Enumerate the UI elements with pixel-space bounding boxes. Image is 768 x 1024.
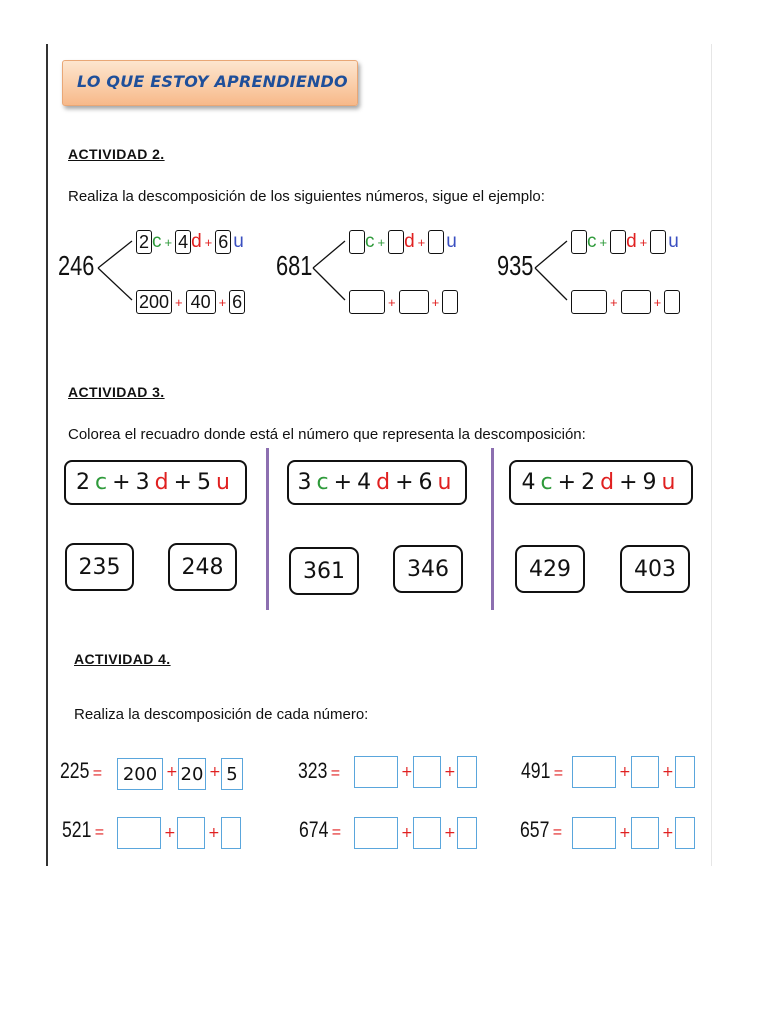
hundreds-input[interactable] xyxy=(572,817,616,849)
equation-674 xyxy=(299,817,341,843)
plus-sign: + xyxy=(662,764,674,780)
units-input[interactable]: 5 xyxy=(221,758,243,790)
centenas-box[interactable] xyxy=(349,230,365,254)
equals-sign: = xyxy=(330,765,341,782)
equation-521 xyxy=(62,817,104,843)
u-label: u xyxy=(233,231,244,252)
decomposition-card-1 xyxy=(64,460,247,505)
unidades-box[interactable]: 6 xyxy=(215,230,231,254)
d-label: d xyxy=(376,470,391,495)
units-input[interactable] xyxy=(221,817,241,849)
hundreds-input[interactable] xyxy=(572,756,616,788)
plus-sign: + xyxy=(662,825,674,841)
plus-sign: + xyxy=(444,764,456,780)
decomp-row-935 xyxy=(571,229,679,255)
option-box-248[interactable]: 248 xyxy=(168,543,237,591)
decomp-row-246 xyxy=(136,229,244,255)
plus-sign: + xyxy=(619,825,631,841)
number-label: 225 xyxy=(60,758,90,783)
plus-sign: + xyxy=(112,470,131,495)
plus-sign: + xyxy=(377,234,386,250)
equals-sign: = xyxy=(553,765,564,782)
c-label: c xyxy=(365,231,375,252)
plus-sign: + xyxy=(209,764,221,780)
d-label: d xyxy=(600,470,615,495)
plus-sign: + xyxy=(395,470,414,495)
sum-tens-box[interactable] xyxy=(621,290,651,314)
unidades-box[interactable] xyxy=(650,230,666,254)
plus-sign: + xyxy=(208,825,220,841)
centenas-box[interactable] xyxy=(571,230,587,254)
plus-sign: + xyxy=(204,234,213,250)
c-label: c xyxy=(95,470,108,495)
hundreds-input[interactable] xyxy=(354,817,398,849)
equation-225 xyxy=(60,758,102,784)
hundreds-input[interactable] xyxy=(354,756,398,788)
u-label: u xyxy=(446,231,457,252)
option-box-361[interactable]: 361 xyxy=(289,547,359,595)
activity-4-heading: ACTIVIDAD 4. xyxy=(74,651,171,667)
number-label: 521 xyxy=(62,817,92,842)
group-divider xyxy=(266,448,269,610)
hundreds-input[interactable]: 200 xyxy=(117,758,163,790)
equation-491 xyxy=(521,758,563,784)
equals-sign: = xyxy=(94,824,105,841)
sum-hundreds-box[interactable]: 200 xyxy=(136,290,172,314)
tens-digit: 2 xyxy=(581,470,596,495)
u-label: u xyxy=(661,470,676,495)
plus-sign: + xyxy=(619,470,638,495)
u-label: u xyxy=(437,470,452,495)
sum-units-box[interactable]: 6 xyxy=(229,290,245,314)
option-box-346[interactable]: 346 xyxy=(393,545,463,593)
equals-sign: = xyxy=(92,765,103,782)
sum-units-box[interactable] xyxy=(442,290,458,314)
hundreds-digit: 2 xyxy=(76,470,91,495)
group-divider xyxy=(491,448,494,610)
centenas-box[interactable]: 2 xyxy=(136,230,152,254)
number-label: 491 xyxy=(521,758,551,783)
activity-2-instruction: Realiza la descomposición de los siguientes números, sigue el ejemplo: xyxy=(68,188,545,205)
equation-323 xyxy=(298,758,340,784)
units-digit: 6 xyxy=(418,470,433,495)
activity-4-instruction: Realiza la descomposición de cada número: xyxy=(74,706,369,723)
tens-input[interactable] xyxy=(413,817,441,849)
tens-digit: 4 xyxy=(357,470,372,495)
plus-sign: + xyxy=(653,294,662,310)
plus-sign: + xyxy=(175,294,183,310)
plus-sign: + xyxy=(417,234,426,250)
plus-sign: + xyxy=(218,294,227,310)
activity-2-heading: ACTIVIDAD 2. xyxy=(68,146,165,162)
units-input[interactable] xyxy=(675,817,695,849)
number-label: 657 xyxy=(520,817,550,842)
plus-sign: + xyxy=(610,294,618,310)
sum-row-681 xyxy=(349,289,458,315)
u-label: u xyxy=(216,470,230,495)
plus-sign: + xyxy=(431,294,440,310)
option-box-403[interactable]: 403 xyxy=(620,545,690,593)
sum-hundreds-box[interactable] xyxy=(349,290,385,314)
d-label: d xyxy=(154,470,169,495)
sum-row-246 xyxy=(136,289,245,315)
sum-row-935 xyxy=(571,289,680,315)
number-935: 935 xyxy=(497,250,534,281)
plus-sign: + xyxy=(401,825,413,841)
hundreds-digit: 4 xyxy=(521,470,536,495)
d-label: d xyxy=(626,231,637,252)
activity-3-heading: ACTIVIDAD 3. xyxy=(68,384,165,400)
plus-sign: + xyxy=(639,234,648,250)
hundreds-digit: 3 xyxy=(297,470,312,495)
plus-sign: + xyxy=(164,825,176,841)
c-label: c xyxy=(152,231,162,252)
decomposition-card-3 xyxy=(509,460,693,505)
equation-657 xyxy=(520,817,562,843)
banner-title: LO QUE ESTOY APRENDIENDO xyxy=(77,72,348,91)
c-label: c xyxy=(587,231,597,252)
tens-input[interactable] xyxy=(631,756,659,788)
plus-sign: + xyxy=(599,234,608,250)
activity-3-instruction: Colorea el recuadro donde está el número que representa la descomposición: xyxy=(68,426,586,443)
decenas-box[interactable] xyxy=(388,230,404,254)
u-label: u xyxy=(668,231,679,252)
option-box-235[interactable]: 235 xyxy=(65,543,134,591)
sum-tens-box[interactable] xyxy=(399,290,429,314)
d-label: d xyxy=(404,231,415,252)
decenas-box[interactable] xyxy=(610,230,626,254)
units-input[interactable] xyxy=(675,756,695,788)
sum-tens-box[interactable]: 40 xyxy=(186,290,216,314)
units-input[interactable] xyxy=(457,817,477,849)
number-246: 246 xyxy=(58,250,95,281)
units-input[interactable] xyxy=(457,756,477,788)
sum-units-box[interactable] xyxy=(664,290,680,314)
equals-sign: = xyxy=(331,824,342,841)
c-label: c xyxy=(540,470,553,495)
c-label: c xyxy=(316,470,329,495)
plus-sign: + xyxy=(444,825,456,841)
tens-input[interactable] xyxy=(631,817,659,849)
number-label: 674 xyxy=(299,817,329,842)
plus-sign: + xyxy=(173,470,192,495)
tens-input[interactable] xyxy=(413,756,441,788)
plus-sign: + xyxy=(401,764,413,780)
decenas-box[interactable]: 4 xyxy=(175,230,191,254)
plus-sign: + xyxy=(619,764,631,780)
d-label: d xyxy=(191,231,202,252)
tens-digit: 3 xyxy=(135,470,150,495)
decomp-row-681 xyxy=(349,229,457,255)
equals-sign: = xyxy=(552,824,563,841)
plus-sign: + xyxy=(557,470,577,495)
tens-input[interactable] xyxy=(177,817,205,849)
number-681: 681 xyxy=(276,250,313,281)
plus-sign: + xyxy=(166,764,178,780)
unidades-box[interactable] xyxy=(428,230,444,254)
hundreds-input[interactable] xyxy=(117,817,161,849)
plus-sign: + xyxy=(164,234,173,250)
tens-input[interactable]: 20 xyxy=(178,758,206,790)
sum-hundreds-box[interactable] xyxy=(571,290,607,314)
number-label: 323 xyxy=(298,758,328,783)
plus-sign: + xyxy=(333,470,353,495)
units-digit: 9 xyxy=(642,470,657,495)
decomposition-card-2 xyxy=(287,460,467,505)
units-digit: 5 xyxy=(197,470,211,495)
plus-sign: + xyxy=(388,294,396,310)
option-box-429[interactable]: 429 xyxy=(515,545,585,593)
